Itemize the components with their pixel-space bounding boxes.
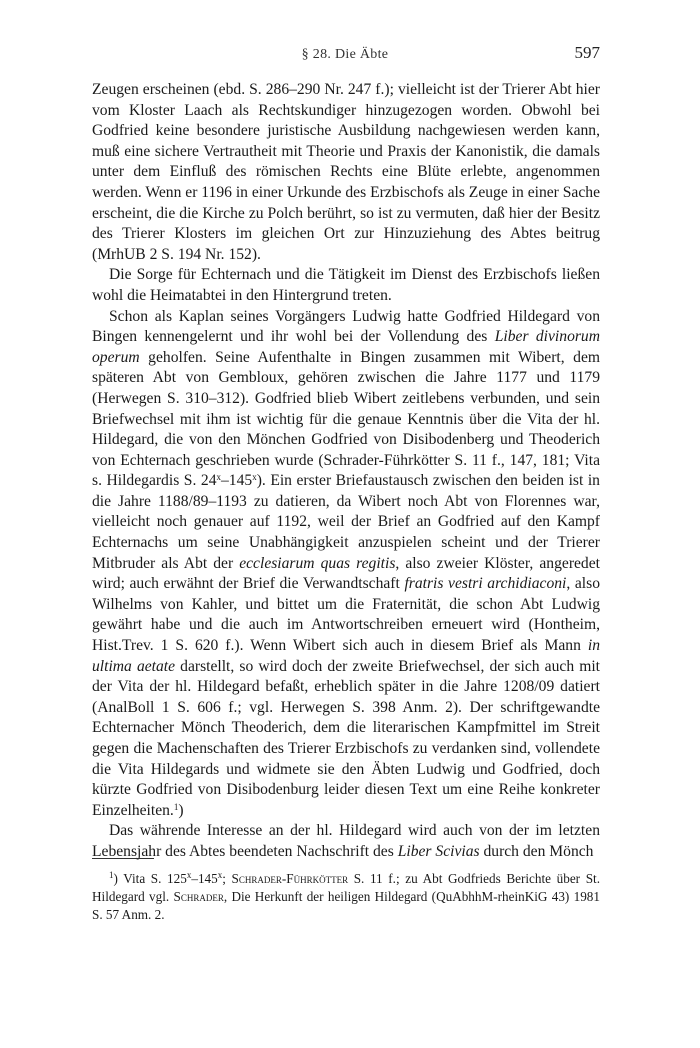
author-name: Schrader xyxy=(173,889,224,904)
text-span: geholfen. Seine Aufenthalte in Bingen zusammen mit Wibert, dem späteren Abt von Gembloux, gehören zwischen die Jahre 1177 und 1179 (Herwegen S. 310–312). Godfried blieb Wibert zeitlebens verbunden, und sein Briefwechsel mit ihm ist wichtig für die genaue Kenntnis über die Vita der hl. Hildegard, die von den Mönchen Godfried von Disibodenberg und Theoderich von Echternach geschrieben wurde (Schrader-Führkötter S. 11 f., 147, 181; Vita s. Hildegardis S. 24 xyxy=(92,348,600,490)
text-span: , also Wilhelms von Kahler, und bittet um die Fraternität, die schon Abt Ludwig gewährt habe und die auch im Antwortschreiben erneuert wird (Hontheim, Hist.Trev. 1 S. 620 f.). Wenn Wibert sich auch in diesem Brief als Mann xyxy=(92,575,601,655)
text-span: Schon als Kaplan seines Vorgängers Ludwig hatte Godfried Hildegard von Bingen kennengelernt und ihr wohl bei der Vollendung des xyxy=(92,307,600,346)
superscript: x xyxy=(186,870,192,880)
footnote-separator xyxy=(92,858,154,859)
superscript: x xyxy=(252,472,257,483)
paragraph-3 xyxy=(92,307,600,822)
text-span: , also zweier Klöster, angeredet wird; auch erwähnt der Brief die Verwandtschaft xyxy=(92,554,600,593)
section-title: § 28. Die Äbte xyxy=(301,47,389,62)
paragraph-4 xyxy=(92,821,600,862)
running-head xyxy=(90,42,600,64)
text-span: ) Vita S. 125 xyxy=(113,871,187,886)
superscript: x xyxy=(217,870,223,880)
paragraph-1: Zeugen erscheinen (ebd. S. 286–290 Nr. 247 f.); vielleicht ist der Trierer Abt hier vom Kloster Laach als Rechtskundiger hinzugezogen worden. Obwohl bei Godfried keine besondere juristische Ausbildung nachgewiesen werden kann, muß eine sichere Vertrautheit mit Theorie und Praxis der Kanonistik, die damals unter dem Einfluß des römischen Rechts eine Blüte erlebte, angenommen werden. Wenn er 1196 in einer Urkunde des Erzbischofs als Zeuge in einer Sache erscheint, die die Kirche zu Polch berührt, so ist zu vermuten, daß hier der Besitz des Trierer Klosters im gleichen Ort zur Hinzuziehung des Abtes beitrug (MrhUB 2 S. 194 Nr. 152). xyxy=(92,81,600,263)
text-span: ). Ein erster Briefaustausch zwischen den beiden ist in die Jahre 1188/89–1193 zu datieren, da Wibert noch Abt von Florennes war, vielleicht noch genauer auf 1192, weil der Brief an Godfried auf den Kampf Echternachs um seine Unabhängigkeit anzuspielen scheint und der Trierer Mitbruder als Abt der xyxy=(92,472,600,572)
page-number: 597 xyxy=(574,43,600,62)
footnote xyxy=(92,870,600,924)
text-span: –145 xyxy=(221,472,253,490)
text-span: –145 xyxy=(191,871,218,886)
superscript: x xyxy=(216,472,221,483)
text-span: ; xyxy=(222,871,232,886)
text-span: ) xyxy=(178,801,184,819)
paragraph-2: Die Sorge für Echternach und die Tätigkeit im Dienst des Erzbischofs ließen wohl die Heimatabtei in den Hintergrund treten. xyxy=(92,266,600,304)
footnote-reference[interactable]: 1 xyxy=(173,801,179,812)
italic-quote: ecclesiarum quas regitis xyxy=(239,554,396,572)
footnote-text xyxy=(92,870,600,924)
text-span: durch den Mönch xyxy=(479,842,594,860)
text-span: , Die Herkunft der heiligen Hildegard (QuAbhhM-rheinKiG 43) 1981 S. 57 Anm. 2. xyxy=(92,889,600,922)
text-span: S. 11 f.; zu Abt Godfrieds Berichte über St. Hildegard vgl. xyxy=(92,871,600,904)
text-span: Das währende Interesse an der hl. Hildegard wird auch von der im letzten Lebensjahr des Abtes beendeten Nachschrift des xyxy=(92,822,600,860)
text-span: darstellt, so wird doch der zweite Briefwechsel, der sich auch mit der Vita der hl. Hildegard befaßt, erheblich später in die Jahre 1208/09 datiert (AnalBoll 1 S. 606 f.; vgl. Herwegen S. 398 Anm. 2). Der schriftgewandte Echternacher Mönch Theoderich, dem die literarischen Kampfmittel im Streit gegen die Machenschaften des Trierer Erzbischofs zu verdanken sind, vollendete die Vita Hildegards und widmete sie den Äbten Ludwig und Godfried, doch kürzte Godfried von Disibodenburg leider diesen Text um eine Reihe konkreter Einzelheiten. xyxy=(92,657,601,819)
main-text xyxy=(92,80,600,863)
footnote-marker: 1 xyxy=(109,870,114,880)
italic-title: Liber divinorum operum xyxy=(92,328,600,366)
italic-title: Liber Scivias xyxy=(397,842,480,860)
italic-quote: fratris vestri archidiaconi xyxy=(404,575,567,593)
italic-quote: in ultima aetate xyxy=(92,637,600,675)
author-name: Schrader-Führkötter xyxy=(231,871,349,886)
